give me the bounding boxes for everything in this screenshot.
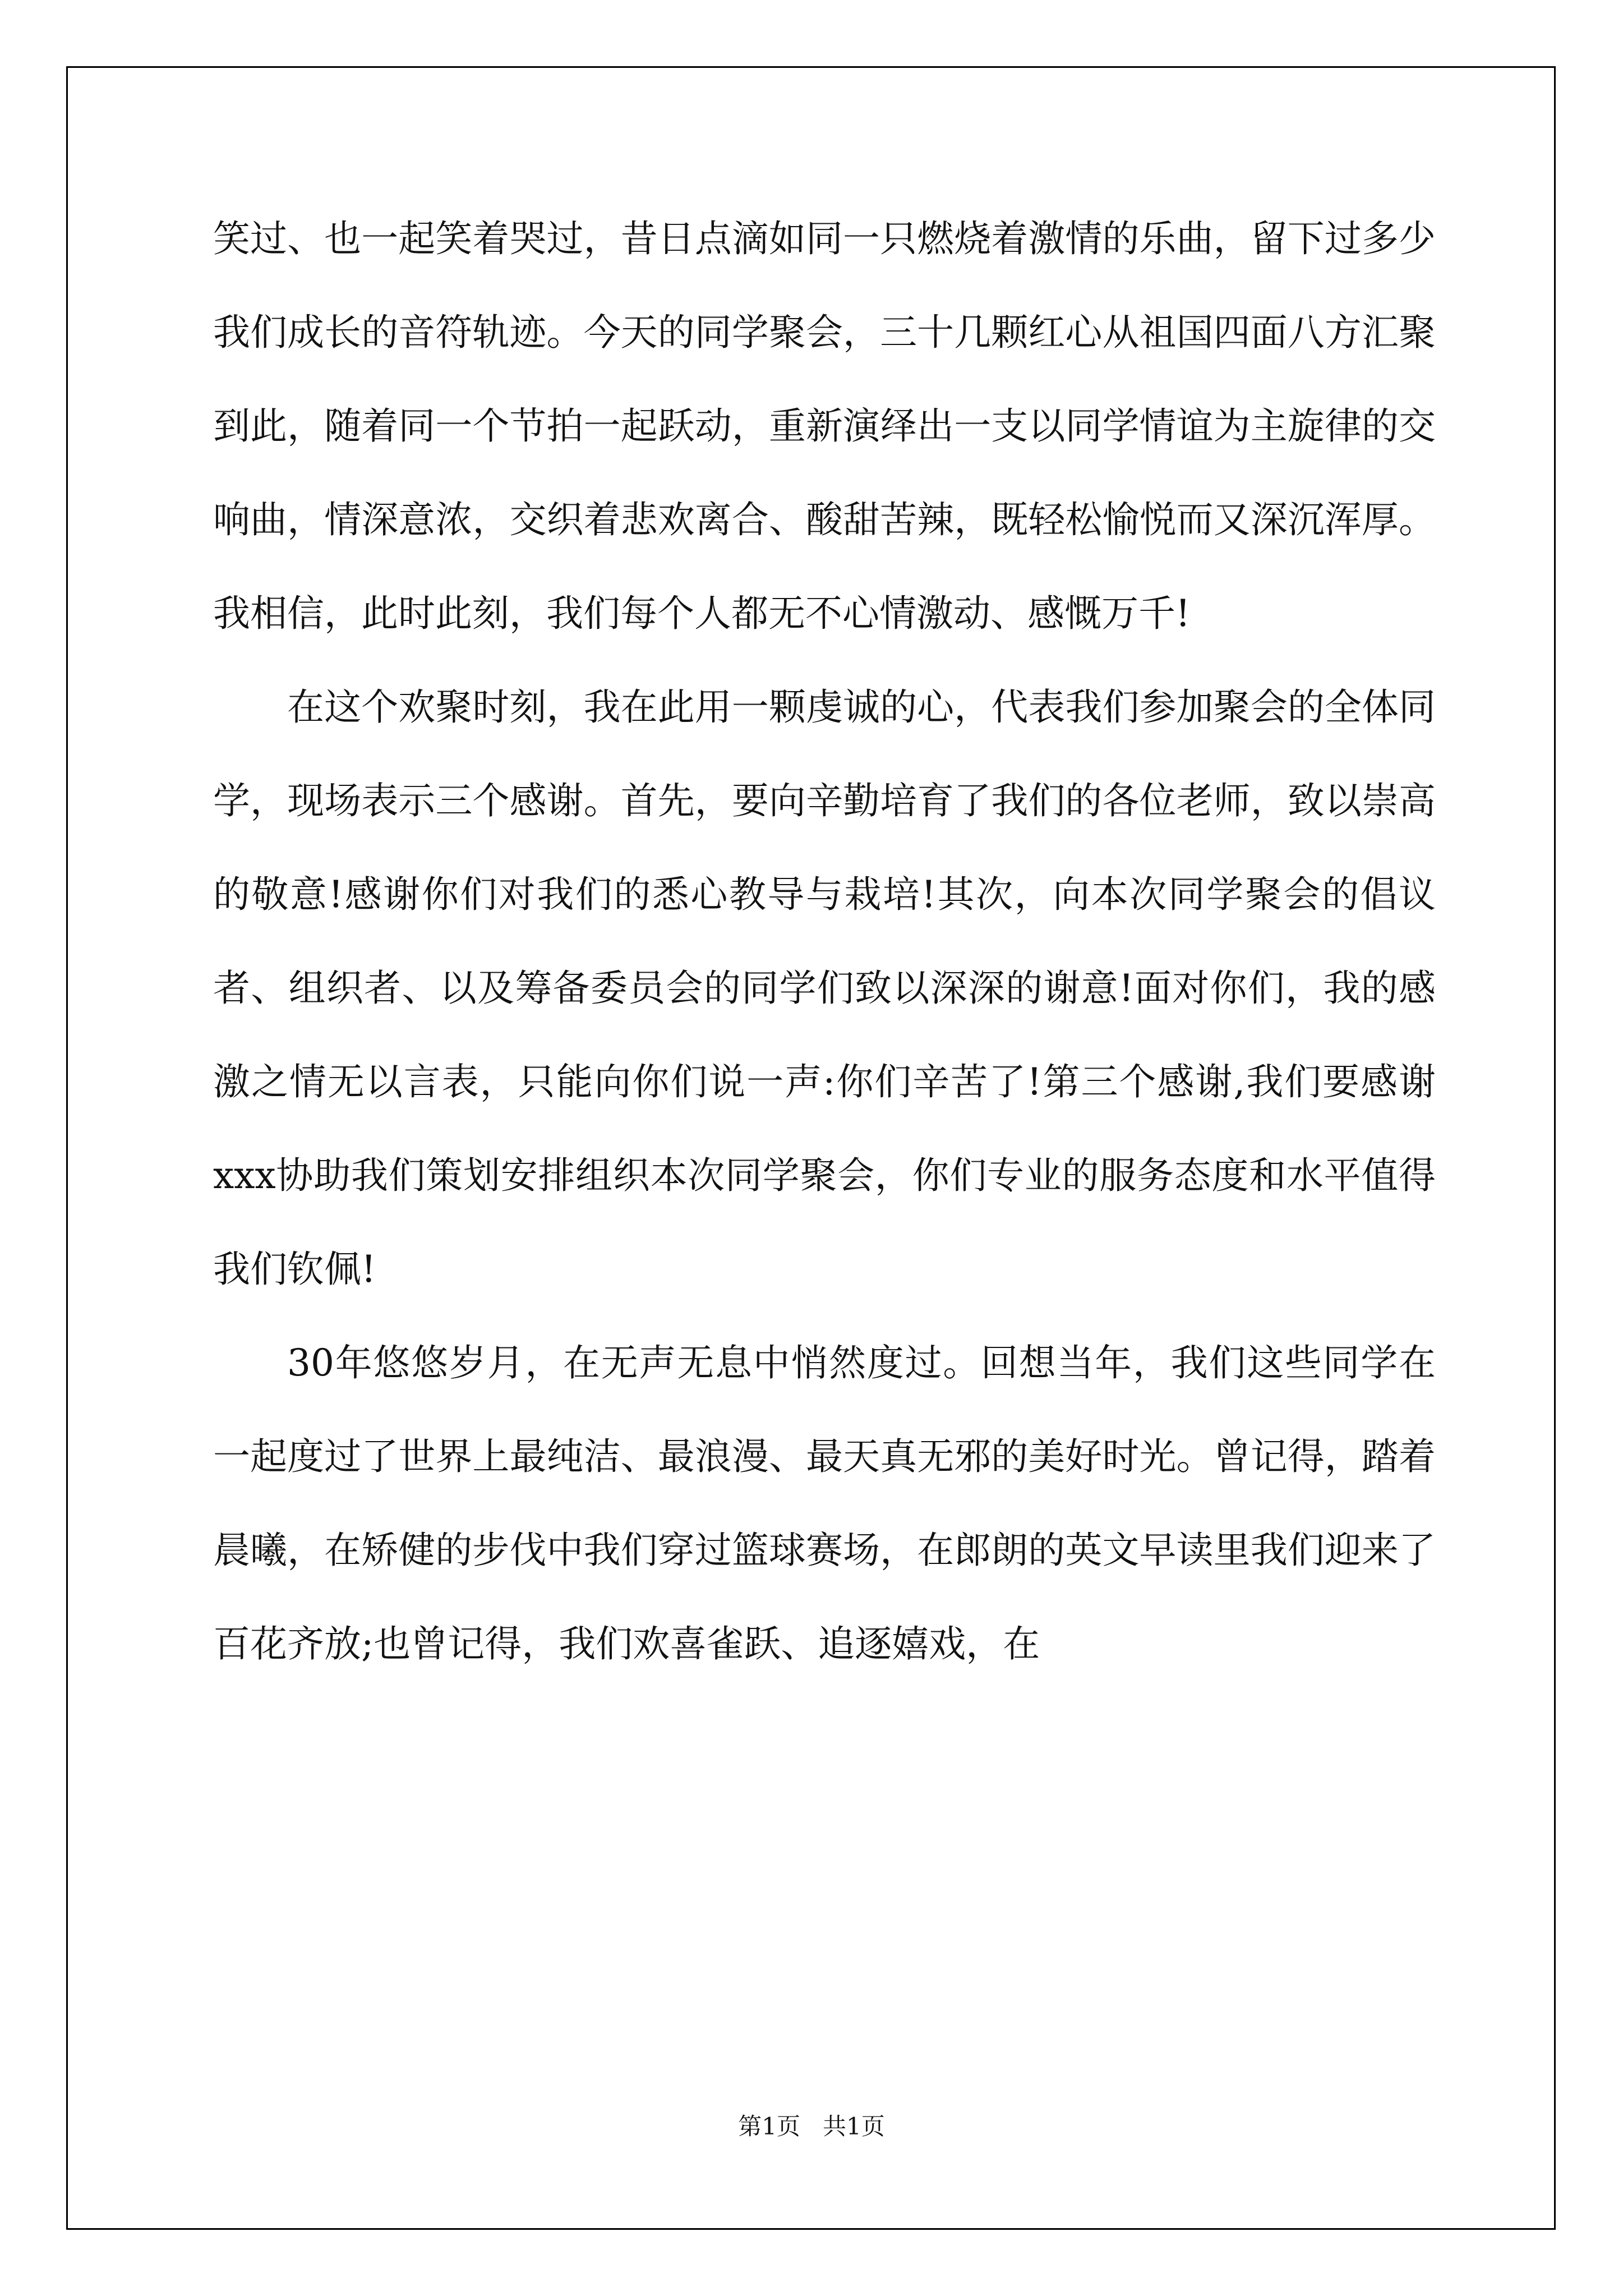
paragraph-3: 30年悠悠岁月，在无声无息中悄然度过。回想当年，我们这些同学在一起度过了世界上最纯洁、最浪漫、最天真无邪的美好时光。曾记得，踏着晨曦，在矫健的步伐中我们穿过篮球赛场，在郎朗的英文早读里我们迎来了百花齐放;也曾记得，我们欢喜雀跃、追逐嬉戏，在	[213, 1341, 1436, 1665]
paragraph-2: 在这个欢聚时刻，我在此用一颗虔诚的心，代表我们参加聚会的全体同学，现场表示三个感谢。首先，要向辛勤培育了我们的各位老师，致以崇高的敬意!感谢你们对我们的悉心教导与栽培!其次，向本次同学聚会的倡议者、组织者、以及筹备委员会的同学们致以深深的谢意!面对你们，我的感激之情无以言表，只能向你们说一声:你们辛苦了!第三个感谢,我们要感谢xxx协助我们策划安排组织本次同学聚会，你们专业的服务态度和水平值得我们钦佩!	[213, 685, 1436, 1291]
paragraph-1: 笑过、也一起笑着哭过，昔日点滴如同一只燃烧着激情的乐曲，留下过多少我们成长的音符轨迹。今天的同学聚会，三十几颗红心从祖国四面八方汇聚到此，随着同一个节拍一起跃动，重新演绎出一支以同学情谊为主旋律的交响曲，情深意浓，交织着悲欢离合、酸甜苦辣，既轻松愉悦而又深沉浑厚。我相信，此时此刻，我们每个人都无不心情激动、感慨万千!	[213, 217, 1436, 635]
page-footer: 第1页 共1页	[738, 2113, 885, 2140]
document-body	[213, 192, 1436, 1691]
